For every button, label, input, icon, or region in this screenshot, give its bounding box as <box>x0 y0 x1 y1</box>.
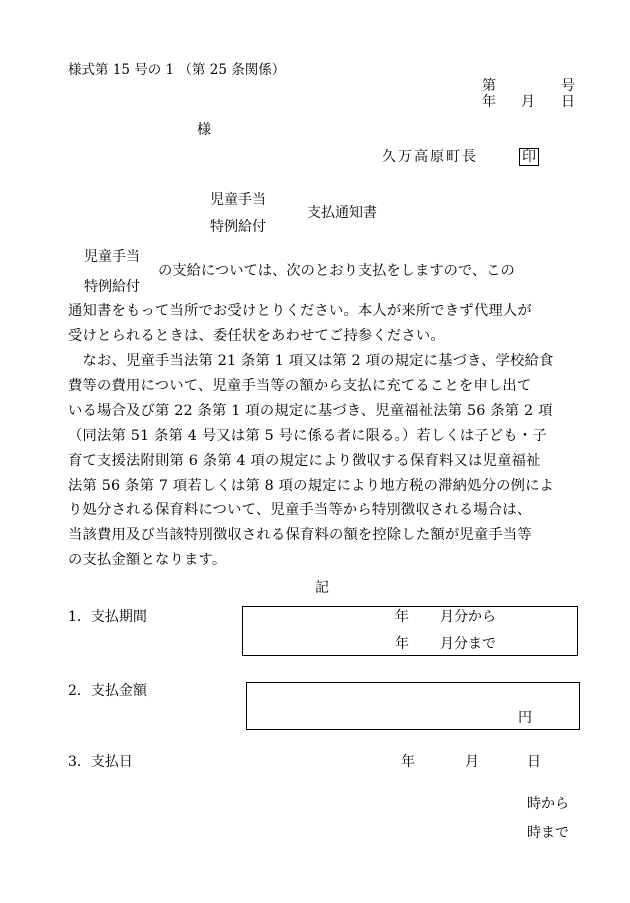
period-from: 月分から <box>440 609 496 625</box>
form-number: 様式第 15 号の 1 （第 25 条関係） <box>68 62 286 78</box>
addressee-suffix: 様 <box>197 122 211 138</box>
date-nen: 年 <box>401 754 415 770</box>
ref-go: 号 <box>561 78 575 94</box>
time-from: 時から <box>527 796 569 812</box>
title-line2: 特例給付 <box>210 219 266 235</box>
body-line: 費等の費用について、児童手当等の額から支払に充てることを申し出て <box>68 378 532 394</box>
date-label: 3．支払日 <box>68 754 133 770</box>
body-line: なお、児童手当法第 21 条第 1 項又は第 2 項の規定に基づき、学校給食 <box>68 353 554 369</box>
amount-unit: 円 <box>518 710 532 726</box>
period-box <box>242 606 578 656</box>
body-line: 育て支援法附則第 6 条第 4 項の規定により徴収する保育料又は児童福祉 <box>68 453 541 469</box>
ki-heading: 記 <box>315 580 329 596</box>
seal-mark: 印 <box>519 148 539 166</box>
period-to: 月分まで <box>440 636 496 652</box>
ref-dai: 第 <box>482 78 496 94</box>
issuer-name: 久万高原町長 <box>382 149 478 165</box>
date-hi: 日 <box>527 754 541 770</box>
body-line: 通知書をもって当所でお受けとりください。本人が来所できず代理人が <box>68 303 532 319</box>
time-to: 時まで <box>527 825 569 841</box>
body-line: 受けとられるときは、委任状をあわせてご持参ください。 <box>68 328 445 344</box>
body-line: 法第 56 条第 7 項若しくは第 8 項の規定により地方税の滞納処分の例によ <box>68 478 555 494</box>
body-line: （同法第 51 条第 4 号又は第 5 号に係る者に限る。）若しくは子ども・子 <box>68 428 547 444</box>
intro-line2: 特例給付 <box>84 279 140 295</box>
body-line: り処分される保育料について、児童手当等から特別徴収される場合は、 <box>68 502 532 518</box>
ref-tsuki: 月 <box>521 94 535 110</box>
intro-tail: の支給については、次のとおり支払をしますので、この <box>158 263 515 279</box>
ref-hi: 日 <box>561 94 575 110</box>
body-line: 当該費用及び当該特別徴収される保育料の額を控除した額が児童手当等 <box>68 527 532 543</box>
period-to-year: 年 <box>395 636 409 652</box>
body-line: の支払金額となります。 <box>68 552 227 568</box>
period-label: 1．支払期間 <box>68 609 147 625</box>
amount-label: 2．支払金額 <box>68 683 147 699</box>
ref-nen: 年 <box>482 94 496 110</box>
date-tsuki: 月 <box>465 754 479 770</box>
period-from-year: 年 <box>395 609 409 625</box>
intro-line1: 児童手当 <box>84 249 140 265</box>
title-line1: 児童手当 <box>210 192 266 208</box>
body-line: いる場合及び第 22 条第 1 項の規定に基づき、児童福祉法第 56 条第 2 項 <box>68 403 553 419</box>
title-main: 支払通知書 <box>307 205 377 221</box>
